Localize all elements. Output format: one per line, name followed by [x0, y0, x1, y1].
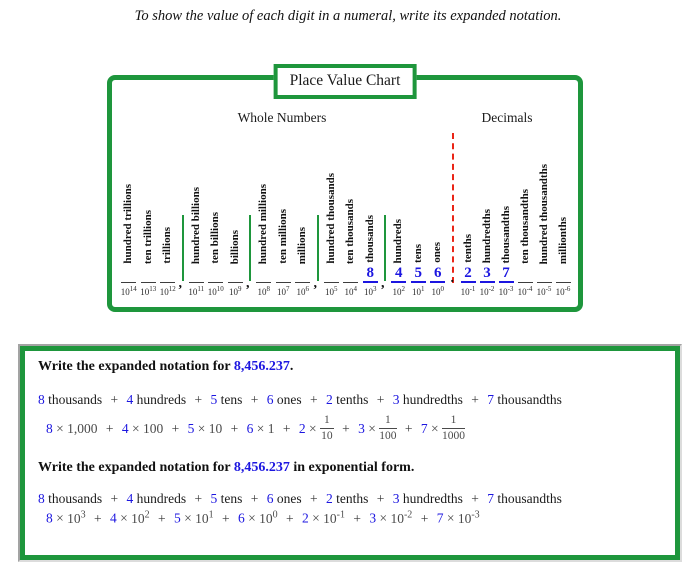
digit-slot [415, 263, 423, 281]
term-thousandths [487, 491, 562, 506]
value-term [298, 414, 334, 443]
plus-sign: + [107, 392, 122, 407]
plus-sign: + [218, 510, 233, 526]
digit-value: 3 [483, 265, 491, 281]
place-label: trillions [161, 227, 174, 264]
exponent: 7 [286, 285, 290, 293]
term-thousandths [487, 392, 562, 407]
q1-prefix: Write the expanded notation for [38, 359, 234, 374]
expanded-notation-inner [20, 346, 680, 560]
term-word: thousands [44, 392, 103, 407]
power-of-ten: $10^{-2}$ [479, 285, 495, 297]
power-of-ten: $10^{10}$ [207, 285, 224, 297]
place-column-ten-thousandths [516, 189, 535, 297]
place-column-millionths [554, 217, 573, 297]
exponential-term [238, 511, 278, 526]
plus-sign: + [191, 392, 206, 407]
power-of-ten: $10^{-5}$ [536, 285, 552, 297]
term-digit: 3 [358, 420, 365, 436]
place-column-ten-thousands [341, 199, 361, 297]
term-word: ones [273, 392, 302, 407]
power-of-ten: $10^1$ [412, 285, 425, 297]
term-digit: 4 [110, 510, 117, 526]
place-column-thousandths [497, 206, 516, 297]
digit-blank-line [480, 281, 495, 283]
digit-value: 7 [502, 265, 510, 281]
exponential-term [369, 511, 412, 526]
place-label: hundred millions [257, 183, 270, 264]
plus-sign: + [154, 510, 169, 526]
exponent: -5 [545, 285, 552, 293]
power-of-ten: $10^{-6}$ [555, 285, 571, 297]
q1-number: 8,456.237 [233, 359, 290, 374]
place-column-tens [409, 244, 429, 297]
whole-numbers-header: Whole Numbers [237, 110, 327, 125]
plus-sign: + [467, 491, 483, 507]
group-divider-line [317, 215, 319, 281]
digit-blank-line [499, 281, 514, 283]
digit-blank-line [363, 281, 378, 283]
digit-blank-line [343, 282, 358, 283]
power-value: $10^1$ [195, 509, 214, 526]
exponent: 10 [216, 285, 224, 293]
term-digit: 2 [326, 491, 333, 507]
power-of-ten: $10^9$ [229, 285, 242, 297]
value-term [188, 421, 223, 436]
term-digit: 6 [266, 392, 274, 407]
comma-separator: , [178, 276, 182, 291]
power-value: $10^0$ [259, 509, 278, 526]
place-column-ones [428, 242, 448, 297]
term-digit: 3 [392, 491, 400, 507]
power-of-ten: $10^2$ [392, 285, 405, 297]
term-digit: 2 [298, 420, 306, 436]
digit-blank-line [208, 282, 223, 283]
digit-blank-line [537, 282, 552, 283]
power-of-ten: $10^0$ [431, 285, 444, 297]
term-word: hundredths [399, 491, 463, 507]
term-word: tenths [332, 491, 369, 507]
fraction-denominator: 10 [321, 430, 333, 443]
exponent: 4 [353, 285, 357, 293]
place-label: hundred thousandths [537, 163, 550, 264]
question-1-heading [38, 359, 662, 375]
power-of-ten: $10^{12}$ [159, 285, 176, 297]
term-digit: 6 [238, 510, 245, 526]
exponent: 6 [305, 285, 309, 293]
times-sign: × [244, 510, 260, 526]
plus-sign: + [306, 392, 321, 407]
comma-separator: , [246, 276, 250, 291]
value-term [420, 414, 465, 443]
power-of-ten: $10^{-1}$ [460, 285, 476, 297]
fraction-denominator: 100 [379, 430, 397, 443]
place-label: ones [431, 242, 444, 263]
term-digit: 8 [46, 510, 53, 526]
digit-slot [483, 263, 491, 281]
q2-prefix: Write the expanded notation for [38, 460, 234, 476]
times-sign: × [194, 420, 209, 436]
exponent: -3 [471, 509, 480, 521]
place-label: tens [411, 244, 424, 263]
group-divider-line [249, 215, 251, 281]
fraction [442, 414, 465, 443]
plus-sign: + [338, 420, 354, 436]
place-value-columns [119, 164, 573, 297]
power-of-ten: $10^8$ [257, 285, 270, 297]
plus-sign: + [373, 491, 388, 507]
place-label: ten thousandths [518, 189, 531, 264]
term-ones [267, 491, 302, 506]
power-of-ten: $10^6$ [296, 285, 309, 297]
term-thousands [38, 392, 102, 407]
place-label: ten thousands [344, 198, 357, 264]
exponential-term [302, 511, 345, 526]
times-sign: × [52, 510, 68, 526]
group-separator [313, 164, 322, 297]
term-value: 1 [267, 420, 275, 436]
place-label: millionths [556, 216, 569, 264]
place-label: billions [228, 229, 241, 264]
times-sign: × [376, 510, 391, 526]
term-digit: 5 [210, 392, 218, 407]
digit-blank-line [256, 282, 271, 283]
term-value: 1,000 [67, 420, 98, 436]
term-digit: 3 [392, 392, 400, 407]
digit-value: 2 [464, 265, 472, 281]
term-tens [211, 392, 243, 407]
term-digit: 7 [420, 420, 428, 436]
place-label: hundred trillions [122, 184, 135, 264]
term-hundreds [127, 491, 187, 506]
plus-sign: + [349, 510, 365, 526]
plus-sign: + [306, 491, 321, 507]
digit-blank-line [556, 282, 571, 283]
decimal-divider-line [452, 133, 454, 283]
instruction-text: To show the value of each digit in a numeral, write its expanded notation. [134, 8, 562, 24]
power-value: $10^3$ [67, 509, 86, 526]
place-column-tenths [459, 234, 478, 297]
digit-blank-line [461, 281, 476, 283]
times-sign: × [427, 420, 442, 436]
exponent: -1 [469, 285, 476, 293]
fraction [379, 414, 396, 443]
place-value-chart [107, 72, 583, 312]
digit-slot [464, 263, 472, 281]
plus-sign: + [107, 491, 122, 507]
plus-sign: + [191, 491, 206, 507]
exponent: 14 [129, 285, 137, 293]
plus-sign: + [247, 491, 262, 507]
exponent: 1 [208, 509, 214, 521]
fraction-numerator: 1 [442, 414, 465, 429]
term-tens [211, 491, 243, 506]
group-divider-line [182, 215, 184, 281]
plus-sign: + [247, 392, 262, 407]
exponent: 1 [421, 285, 425, 293]
place-label: hundred thousands [324, 173, 337, 264]
term-hundredths [393, 491, 463, 506]
power-of-ten: $10^7$ [277, 285, 290, 297]
digit-value: 5 [414, 265, 422, 281]
fraction [320, 414, 334, 443]
q2-number: 8,456.237 [233, 460, 290, 476]
term-tenths [326, 392, 368, 407]
times-sign: × [180, 510, 196, 526]
digit-value: 4 [395, 265, 403, 281]
place-column-ten-billions [206, 212, 226, 297]
term-digit: 8 [38, 491, 45, 507]
q1-suffix: . [289, 359, 294, 374]
place-column-millions [293, 227, 313, 297]
exponent: 11 [197, 285, 205, 293]
place-column-hundred-thousands [322, 173, 342, 297]
value-term [358, 414, 397, 443]
place-column-hundred-thousandths [535, 164, 554, 297]
plus-sign: + [417, 510, 432, 526]
expanded-words-line-2 [38, 491, 662, 507]
term-word: ones [273, 491, 302, 507]
fraction-denominator: 1000 [442, 430, 465, 443]
term-word: hundreds [133, 491, 187, 507]
place-column-hundredths [478, 209, 497, 297]
power-value: $10^{-3}$ [457, 509, 480, 526]
group-divider-line [384, 215, 386, 281]
exponent: 13 [149, 285, 157, 293]
fraction-numerator: 1 [320, 414, 334, 429]
digit-blank-line [189, 282, 204, 283]
expanded-exponential-line [38, 509, 662, 527]
group-separator [380, 164, 389, 297]
term-word: tens [217, 392, 243, 407]
term-word: hundredths [399, 392, 463, 407]
digit-value: 8 [366, 265, 374, 281]
exponential-term [110, 511, 150, 526]
exponent: 3 [80, 509, 86, 521]
plus-sign: + [282, 510, 297, 526]
expanded-values-line [38, 415, 662, 444]
exponent: 8 [266, 285, 270, 293]
decimal-separator [448, 164, 459, 297]
comma-separator: , [313, 276, 317, 291]
times-sign: × [305, 420, 320, 436]
term-digit: 3 [369, 510, 377, 526]
power-value: $10^{-1}$ [323, 509, 345, 526]
times-sign: × [364, 420, 380, 436]
value-term [247, 421, 275, 436]
times-sign: × [128, 420, 143, 436]
value-term [46, 421, 98, 436]
plus-sign: + [102, 420, 117, 436]
exponential-term [437, 511, 480, 526]
power-of-ten: $10^{13}$ [140, 285, 157, 297]
place-label: hundred billions [189, 186, 202, 264]
term-digit: 7 [487, 491, 494, 507]
digit-blank-line [430, 281, 445, 283]
term-tenths [326, 491, 368, 506]
exponent: -3 [507, 285, 514, 293]
term-digit: 7 [436, 510, 444, 526]
term-digit: 2 [326, 392, 333, 407]
digit-blank-line [324, 282, 339, 283]
place-column-hundred-billions [187, 187, 207, 297]
place-label: hundreds [392, 218, 405, 263]
digit-slot [502, 263, 510, 281]
place-label: ten billions [209, 212, 222, 264]
term-value: 100 [143, 420, 164, 436]
term-digit: 6 [266, 491, 274, 507]
exponent: 2 [144, 509, 150, 521]
power-of-ten: $10^4$ [344, 285, 357, 297]
exponent: 0 [440, 285, 444, 293]
power-of-ten: $10^{-3}$ [498, 285, 514, 297]
place-label: thousandths [499, 205, 512, 263]
digit-slot [367, 263, 375, 281]
plus-sign: + [373, 392, 388, 407]
place-column-ten-trillions [139, 210, 159, 297]
digit-blank-line [295, 282, 310, 283]
plus-sign: + [467, 392, 483, 407]
digit-slot [395, 263, 403, 281]
term-word: thousandths [494, 491, 562, 507]
term-digit: 4 [121, 420, 129, 436]
times-sign: × [308, 510, 324, 526]
exponential-term [46, 511, 86, 526]
times-sign: × [253, 420, 268, 436]
digit-blank-line [141, 282, 156, 283]
term-digit: 5 [174, 510, 181, 526]
term-word: hundreds [133, 392, 187, 407]
exponent: 3 [373, 285, 377, 293]
term-word: thousandths [494, 392, 562, 407]
place-label: tenths [461, 234, 474, 263]
exponent: 9 [238, 285, 242, 293]
power-of-ten: $10^5$ [325, 285, 338, 297]
power-of-ten: $10^{11}$ [188, 285, 205, 297]
term-value: 10 [208, 420, 223, 436]
place-column-trillions [158, 227, 178, 297]
place-column-hundred-millions [254, 184, 274, 297]
term-digit: 8 [38, 392, 45, 407]
term-digit: 5 [210, 491, 218, 507]
digit-slot [434, 263, 442, 281]
digit-blank-line [411, 281, 426, 283]
group-separator [245, 164, 254, 297]
power-of-ten: $10^3$ [364, 285, 377, 297]
plus-sign: + [227, 420, 242, 436]
power-value: $10^2$ [131, 509, 150, 526]
term-thousands [38, 491, 102, 506]
exponent: -2 [488, 285, 495, 293]
digit-blank-line [276, 282, 291, 283]
term-digit: 6 [246, 420, 254, 436]
place-column-hundred-trillions [119, 184, 139, 297]
place-label: ten millions [276, 209, 289, 264]
place-label: millions [296, 226, 309, 264]
expanded-notation-panel [18, 344, 682, 562]
decimals-header: Decimals [481, 110, 533, 125]
exponent: -2 [403, 509, 413, 521]
term-word: thousands [44, 491, 103, 507]
q2-suffix: in exponential form. [289, 460, 415, 476]
place-column-billions [226, 230, 246, 297]
exponential-term [174, 511, 214, 526]
plus-sign: + [279, 420, 294, 436]
term-digit: 2 [302, 510, 309, 526]
term-digit: 7 [487, 392, 494, 407]
value-term [122, 421, 163, 436]
digit-value: 6 [434, 265, 442, 281]
term-digit: 8 [46, 420, 53, 436]
term-hundreds [127, 392, 187, 407]
plus-sign: + [168, 420, 183, 436]
times-sign: × [52, 420, 68, 436]
group-separator [178, 164, 187, 297]
term-hundredths [393, 392, 463, 407]
digit-blank-line [121, 282, 136, 283]
digit-blank-line [391, 281, 406, 283]
expanded-words-line-1 [38, 392, 662, 408]
exponent: -6 [564, 285, 571, 293]
place-column-thousands [361, 215, 381, 297]
digit-blank-line [228, 282, 243, 283]
place-column-ten-millions [274, 209, 294, 297]
times-sign: × [443, 510, 458, 526]
exponent: 5 [334, 285, 338, 293]
place-label: thousands [363, 215, 376, 263]
power-value: $10^{-2}$ [390, 509, 413, 526]
plus-sign: + [90, 510, 105, 526]
term-ones [267, 392, 302, 407]
digit-blank-line [160, 282, 175, 283]
fraction-numerator: 1 [379, 414, 396, 429]
question-2-heading [38, 460, 662, 476]
chart-title: Place Value Chart [274, 64, 417, 99]
times-sign: × [116, 510, 132, 526]
term-word: tenths [332, 392, 369, 407]
exponent: -1 [336, 509, 345, 521]
term-digit: 5 [187, 420, 195, 436]
term-digit: 4 [126, 392, 134, 407]
plus-sign: + [401, 420, 416, 436]
place-label: ten trillions [141, 209, 154, 264]
power-of-ten: $10^{-4}$ [517, 285, 533, 297]
comma-separator: , [381, 276, 385, 291]
place-label: hundredths [480, 208, 493, 263]
exponent: 12 [168, 285, 176, 293]
term-digit: 4 [126, 491, 134, 507]
place-column-hundreds [389, 219, 409, 297]
exponent: 2 [401, 285, 405, 293]
power-of-ten: $10^{14}$ [120, 285, 137, 297]
term-word: tens [217, 491, 243, 507]
decimal-point: . [450, 271, 454, 286]
exponent: 0 [272, 509, 278, 521]
digit-blank-line [518, 282, 533, 283]
exponent: -4 [526, 285, 533, 293]
